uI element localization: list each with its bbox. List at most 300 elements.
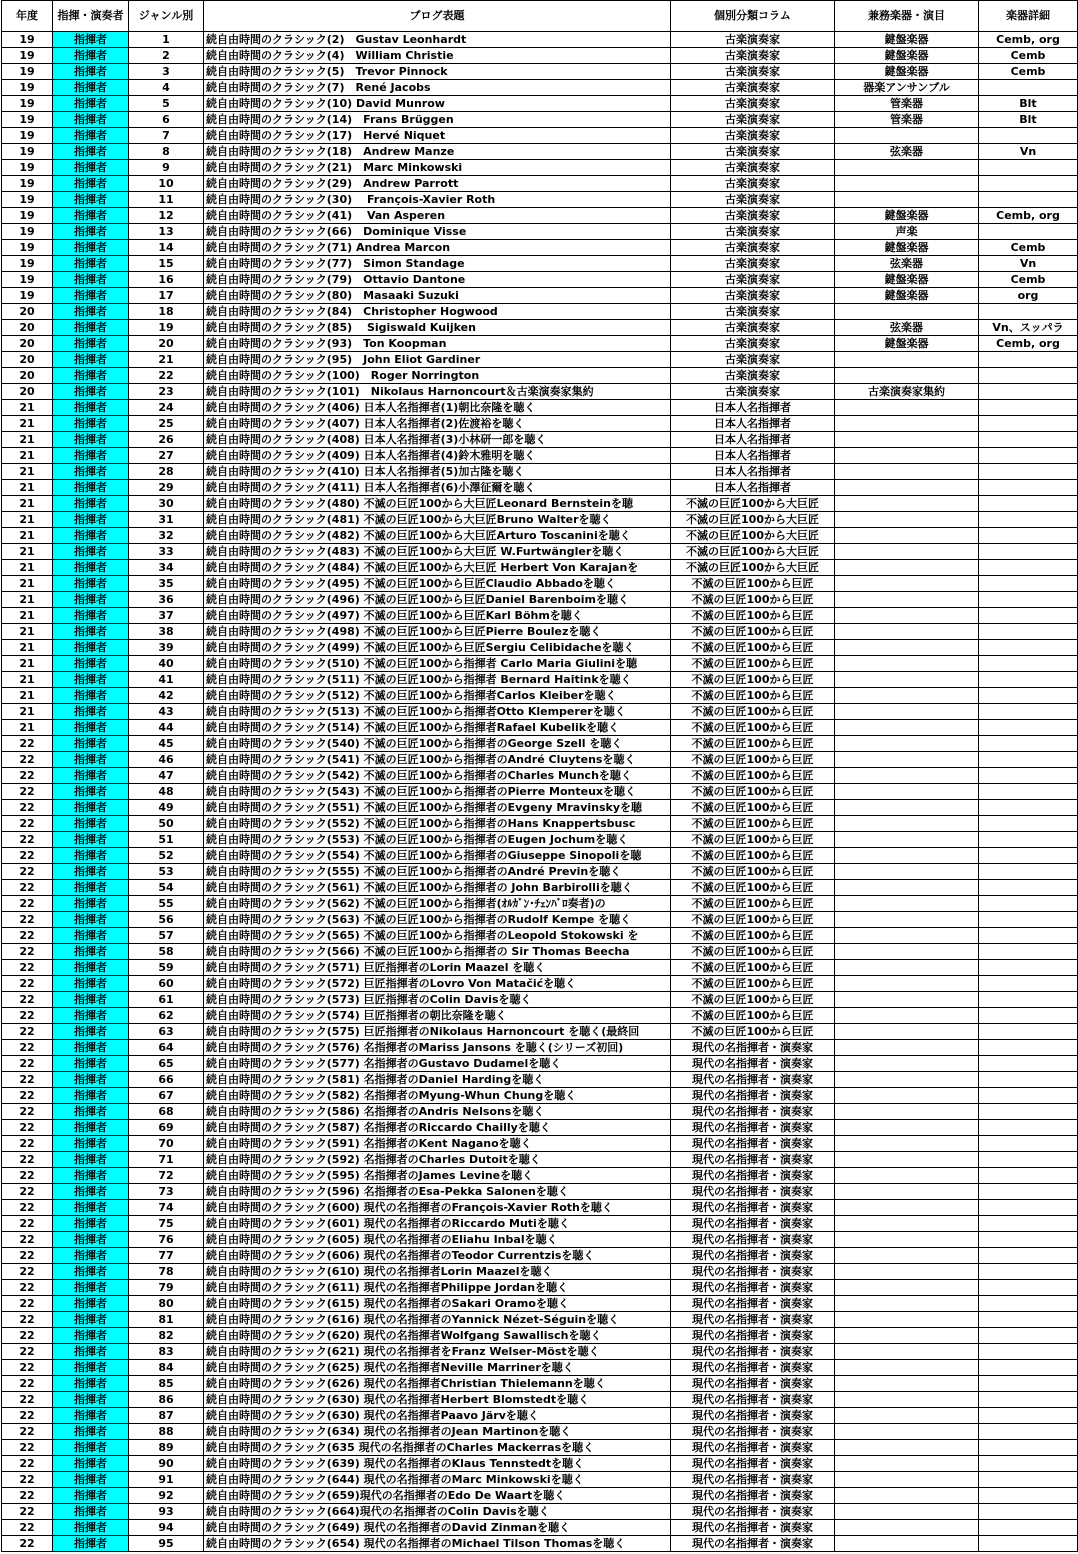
cell-instrument — [835, 1504, 979, 1520]
cell-instrument — [835, 1200, 979, 1216]
cell-year: 21 — [2, 640, 53, 656]
cell-year: 22 — [2, 992, 53, 1008]
cell-genre-no: 5 — [129, 96, 204, 112]
cell-year: 22 — [2, 800, 53, 816]
cell-category: 不滅の巨匠100から巨匠 — [671, 800, 835, 816]
table-row — [2, 1136, 1078, 1152]
cell-detail: Cemb, org — [979, 32, 1078, 48]
cell-role: 指揮者 — [53, 1424, 129, 1440]
cell-instrument — [835, 1376, 979, 1392]
cell-detail — [979, 1520, 1078, 1536]
cell-blog-title: 続自由時間のクラシック(10) David Munrow — [204, 96, 671, 112]
cell-role: 指揮者 — [53, 192, 129, 208]
cell-blog-title: 続自由時間のクラシック(571) 巨匠指揮者のLorin Maazel を聴く — [204, 960, 671, 976]
cell-blog-title: 続自由時間のクラシック(498) 不滅の巨匠100から巨匠Pierre Boulezを聴く — [204, 624, 671, 640]
cell-role: 指揮者 — [53, 448, 129, 464]
cell-category: 現代の名指揮者・演奏家 — [671, 1088, 835, 1104]
cell-blog-title: 続自由時間のクラシック(573) 巨匠指揮者のColin Davisを聴く — [204, 992, 671, 1008]
cell-category: 不滅の巨匠100から巨匠 — [671, 928, 835, 944]
cell-detail — [979, 672, 1078, 688]
table-row — [2, 768, 1078, 784]
cell-category: 現代の名指揮者・演奏家 — [671, 1184, 835, 1200]
cell-year: 22 — [2, 976, 53, 992]
cell-genre-no: 79 — [129, 1280, 204, 1296]
cell-year: 22 — [2, 832, 53, 848]
cell-detail — [979, 1264, 1078, 1280]
cell-instrument — [835, 352, 979, 368]
cell-instrument — [835, 816, 979, 832]
cell-category: 現代の名指揮者・演奏家 — [671, 1440, 835, 1456]
cell-instrument: 弦楽器 — [835, 256, 979, 272]
table-row — [2, 80, 1078, 96]
cell-year: 21 — [2, 704, 53, 720]
table-row — [2, 672, 1078, 688]
cell-year: 21 — [2, 688, 53, 704]
cell-genre-no: 84 — [129, 1360, 204, 1376]
cell-role: 指揮者 — [53, 1024, 129, 1040]
cell-genre-no: 26 — [129, 432, 204, 448]
cell-year: 22 — [2, 736, 53, 752]
cell-role: 指揮者 — [53, 1392, 129, 1408]
table-row — [2, 160, 1078, 176]
cell-role: 指揮者 — [53, 288, 129, 304]
cell-blog-title: 続自由時間のクラシック(574) 巨匠指揮者の朝比奈隆を聴く — [204, 1008, 671, 1024]
table-row — [2, 1344, 1078, 1360]
table-row — [2, 240, 1078, 256]
cell-year: 20 — [2, 336, 53, 352]
table-row — [2, 736, 1078, 752]
cell-genre-no: 62 — [129, 1008, 204, 1024]
cell-blog-title: 続自由時間のクラシック(66) Dominique Visse — [204, 224, 671, 240]
table-row — [2, 304, 1078, 320]
cell-category: 不滅の巨匠100から巨匠 — [671, 688, 835, 704]
cell-role: 指揮者 — [53, 384, 129, 400]
cell-role: 指揮者 — [53, 848, 129, 864]
cell-category: 現代の名指揮者・演奏家 — [671, 1168, 835, 1184]
cell-role: 指揮者 — [53, 640, 129, 656]
cell-category: 不滅の巨匠100から巨匠 — [671, 976, 835, 992]
cell-category: 不滅の巨匠100から巨匠 — [671, 864, 835, 880]
table-row — [2, 1008, 1078, 1024]
cell-instrument — [835, 1536, 979, 1552]
cell-year: 19 — [2, 224, 53, 240]
cell-genre-no: 54 — [129, 880, 204, 896]
table-row — [2, 832, 1078, 848]
cell-year: 19 — [2, 256, 53, 272]
cell-role: 指揮者 — [53, 160, 129, 176]
table-row — [2, 1056, 1078, 1072]
cell-category: 現代の名指揮者・演奏家 — [671, 1312, 835, 1328]
cell-detail: Vn — [979, 144, 1078, 160]
cell-category: 現代の名指揮者・演奏家 — [671, 1040, 835, 1056]
cell-instrument — [835, 768, 979, 784]
cell-role: 指揮者 — [53, 768, 129, 784]
cell-detail — [979, 704, 1078, 720]
cell-blog-title: 続自由時間のクラシック(562) 不滅の巨匠100から指揮者(ｵﾙｶﾞﾝ･ﾁｪﾝﾊﾞﾛ奏者)の — [204, 896, 671, 912]
cell-category: 不滅の巨匠100から巨匠 — [671, 848, 835, 864]
cell-genre-no: 83 — [129, 1344, 204, 1360]
table-row — [2, 448, 1078, 464]
table-row — [2, 624, 1078, 640]
cell-blog-title: 続自由時間のクラシック(409) 日本人名指揮者(4)鈴木雅明を聴く — [204, 448, 671, 464]
cell-blog-title: 続自由時間のクラシック(93) Ton Koopman — [204, 336, 671, 352]
cell-genre-no: 20 — [129, 336, 204, 352]
cell-blog-title: 続自由時間のクラシック(621) 現代の名指揮者をFranz Welser-Möstを聴く — [204, 1344, 671, 1360]
cell-genre-no: 70 — [129, 1136, 204, 1152]
cell-genre-no: 34 — [129, 560, 204, 576]
cell-role: 指揮者 — [53, 240, 129, 256]
cell-instrument — [835, 528, 979, 544]
cell-blog-title: 続自由時間のクラシック(600) 現代の名指揮者のFrançois-Xavier Rothを聴く — [204, 1200, 671, 1216]
cell-detail — [979, 768, 1078, 784]
cell-year: 22 — [2, 928, 53, 944]
cell-genre-no: 43 — [129, 704, 204, 720]
cell-genre-no: 50 — [129, 816, 204, 832]
cell-genre-no: 41 — [129, 672, 204, 688]
table-row — [2, 960, 1078, 976]
cell-blog-title: 続自由時間のクラシック(581) 名指揮者のDaniel Hardingを聴く — [204, 1072, 671, 1088]
cell-role: 指揮者 — [53, 416, 129, 432]
cell-blog-title: 続自由時間のクラシック(605) 現代の名指揮者のEliahu Inbalを聴く — [204, 1232, 671, 1248]
cell-blog-title: 続自由時間のクラシック(555) 不滅の巨匠100から指揮者のAndré Previnを聴く — [204, 864, 671, 880]
cell-detail — [979, 80, 1078, 96]
cell-blog-title: 続自由時間のクラシック(649) 現代の名指揮者のDavid Zinmanを聴く — [204, 1520, 671, 1536]
cell-genre-no: 80 — [129, 1296, 204, 1312]
table-row — [2, 576, 1078, 592]
cell-instrument — [835, 624, 979, 640]
cell-category: 古楽演奏家 — [671, 352, 835, 368]
cell-detail: Cemb — [979, 64, 1078, 80]
cell-blog-title: 続自由時間のクラシック(630) 現代の名指揮者Herbert Blomstedtを聴く — [204, 1392, 671, 1408]
cell-year: 21 — [2, 496, 53, 512]
cell-role: 指揮者 — [53, 1408, 129, 1424]
cell-role: 指揮者 — [53, 688, 129, 704]
cell-genre-no: 14 — [129, 240, 204, 256]
cell-genre-no: 57 — [129, 928, 204, 944]
table-row — [2, 1264, 1078, 1280]
cell-year: 22 — [2, 944, 53, 960]
cell-genre-no: 27 — [129, 448, 204, 464]
cell-instrument — [835, 160, 979, 176]
cell-instrument — [835, 304, 979, 320]
table-row — [2, 1408, 1078, 1424]
cell-blog-title: 続自由時間のクラシック(407) 日本人名指揮者(2)佐渡裕を聴く — [204, 416, 671, 432]
cell-category: 不滅の巨匠100から大巨匠 — [671, 528, 835, 544]
table-row — [2, 688, 1078, 704]
cell-instrument — [835, 1216, 979, 1232]
cell-role: 指揮者 — [53, 1488, 129, 1504]
cell-instrument — [835, 608, 979, 624]
table-row — [2, 864, 1078, 880]
cell-detail — [979, 576, 1078, 592]
table-row — [2, 464, 1078, 480]
cell-year: 19 — [2, 48, 53, 64]
cell-role: 指揮者 — [53, 592, 129, 608]
cell-detail — [979, 1200, 1078, 1216]
table-row — [2, 608, 1078, 624]
cell-year: 22 — [2, 816, 53, 832]
cell-category: 不滅の巨匠100から大巨匠 — [671, 512, 835, 528]
cell-detail — [979, 544, 1078, 560]
table-row — [2, 512, 1078, 528]
cell-blog-title: 続自由時間のクラシック(71) Andrea Marcon — [204, 240, 671, 256]
cell-blog-title: 続自由時間のクラシック(639) 現代の名指揮者のKlaus Tennstedtを聴く — [204, 1456, 671, 1472]
cell-instrument — [835, 560, 979, 576]
cell-detail — [979, 512, 1078, 528]
cell-instrument — [835, 1296, 979, 1312]
cell-instrument — [835, 1024, 979, 1040]
cell-instrument — [835, 704, 979, 720]
cell-detail — [979, 976, 1078, 992]
cell-detail — [979, 640, 1078, 656]
cell-genre-no: 16 — [129, 272, 204, 288]
cell-category: 現代の名指揮者・演奏家 — [671, 1296, 835, 1312]
cell-category: 日本人名指揮者 — [671, 448, 835, 464]
cell-year: 22 — [2, 848, 53, 864]
cell-role: 指揮者 — [53, 1216, 129, 1232]
cell-category: 不滅の巨匠100から大巨匠 — [671, 544, 835, 560]
cell-genre-no: 15 — [129, 256, 204, 272]
cell-category: 古楽演奏家 — [671, 32, 835, 48]
cell-detail — [979, 752, 1078, 768]
cell-category: 不滅の巨匠100から巨匠 — [671, 816, 835, 832]
cell-genre-no: 90 — [129, 1456, 204, 1472]
cell-category: 現代の名指揮者・演奏家 — [671, 1120, 835, 1136]
cell-genre-no: 38 — [129, 624, 204, 640]
table-row — [2, 208, 1078, 224]
cell-category: 不滅の巨匠100から巨匠 — [671, 576, 835, 592]
cell-genre-no: 49 — [129, 800, 204, 816]
cell-year: 22 — [2, 1104, 53, 1120]
cell-category: 不滅の巨匠100から巨匠 — [671, 912, 835, 928]
cell-blog-title: 続自由時間のクラシック(542) 不滅の巨匠100から指揮者のCharles Munchを聴く — [204, 768, 671, 784]
cell-role: 指揮者 — [53, 1440, 129, 1456]
cell-detail — [979, 1248, 1078, 1264]
cell-genre-no: 37 — [129, 608, 204, 624]
table-row — [2, 848, 1078, 864]
cell-role: 指揮者 — [53, 576, 129, 592]
cell-detail — [979, 1360, 1078, 1376]
cell-year: 21 — [2, 400, 53, 416]
cell-detail — [979, 592, 1078, 608]
cell-category: 不滅の巨匠100から巨匠 — [671, 784, 835, 800]
cell-instrument — [835, 992, 979, 1008]
cell-genre-no: 22 — [129, 368, 204, 384]
cell-instrument: 鍵盤楽器 — [835, 336, 979, 352]
cell-instrument — [835, 416, 979, 432]
cell-year: 20 — [2, 352, 53, 368]
table-row — [2, 1088, 1078, 1104]
table-row — [2, 1120, 1078, 1136]
cell-year: 22 — [2, 1088, 53, 1104]
cell-role: 指揮者 — [53, 928, 129, 944]
cell-instrument — [835, 1472, 979, 1488]
cell-instrument — [835, 1456, 979, 1472]
cell-role: 指揮者 — [53, 1040, 129, 1056]
table-row — [2, 1312, 1078, 1328]
cell-genre-no: 1 — [129, 32, 204, 48]
cell-instrument — [835, 1072, 979, 1088]
cell-blog-title: 続自由時間のクラシック(510) 不滅の巨匠100から指揮者 Carlo Maria Giuliniを聴 — [204, 656, 671, 672]
cell-detail: Cemb, org — [979, 336, 1078, 352]
cell-blog-title: 続自由時間のクラシック(591) 名指揮者のKent Naganoを聴く — [204, 1136, 671, 1152]
cell-detail — [979, 224, 1078, 240]
cell-year: 22 — [2, 1200, 53, 1216]
table-row — [2, 528, 1078, 544]
cell-detail — [979, 1456, 1078, 1472]
cell-role: 指揮者 — [53, 368, 129, 384]
table-row — [2, 976, 1078, 992]
cell-detail — [979, 688, 1078, 704]
cell-genre-no: 36 — [129, 592, 204, 608]
cell-instrument — [835, 1424, 979, 1440]
table-row — [2, 256, 1078, 272]
cell-category: 日本人名指揮者 — [671, 432, 835, 448]
cell-year: 22 — [2, 1536, 53, 1552]
cell-genre-no: 29 — [129, 480, 204, 496]
cell-blog-title: 続自由時間のクラシック(100) Roger Norrington — [204, 368, 671, 384]
cell-genre-no: 47 — [129, 768, 204, 784]
cell-role: 指揮者 — [53, 800, 129, 816]
cell-instrument — [835, 576, 979, 592]
cell-role: 指揮者 — [53, 1280, 129, 1296]
cell-category: 古楽演奏家 — [671, 64, 835, 80]
cell-category: 古楽演奏家 — [671, 272, 835, 288]
cell-category: 現代の名指揮者・演奏家 — [671, 1472, 835, 1488]
cell-instrument — [835, 592, 979, 608]
cell-category: 現代の名指揮者・演奏家 — [671, 1216, 835, 1232]
cell-instrument — [835, 1360, 979, 1376]
header-detail: 楽器詳細 — [979, 1, 1078, 32]
cell-category: 現代の名指揮者・演奏家 — [671, 1504, 835, 1520]
cell-detail — [979, 1472, 1078, 1488]
cell-blog-title: 続自由時間のクラシック(410) 日本人名指揮者(5)加古隆を聴く — [204, 464, 671, 480]
cell-detail — [979, 880, 1078, 896]
table-row — [2, 896, 1078, 912]
cell-role: 指揮者 — [53, 208, 129, 224]
cell-genre-no: 40 — [129, 656, 204, 672]
cell-role: 指揮者 — [53, 464, 129, 480]
header-role: 指揮・演奏者 — [53, 1, 129, 32]
cell-role: 指揮者 — [53, 352, 129, 368]
table-row — [2, 1456, 1078, 1472]
cell-genre-no: 53 — [129, 864, 204, 880]
cell-genre-no: 67 — [129, 1088, 204, 1104]
table-row — [2, 1200, 1078, 1216]
table-row — [2, 1536, 1078, 1552]
cell-year: 22 — [2, 1408, 53, 1424]
cell-role: 指揮者 — [53, 272, 129, 288]
cell-role: 指揮者 — [53, 1360, 129, 1376]
cell-blog-title: 続自由時間のクラシック(2) Gustav Leonhardt — [204, 32, 671, 48]
cell-role: 指揮者 — [53, 320, 129, 336]
cell-instrument — [835, 784, 979, 800]
table-row — [2, 1328, 1078, 1344]
cell-detail — [979, 1072, 1078, 1088]
cell-blog-title: 続自由時間のクラシック(551) 不滅の巨匠100から指揮者のEvgeny Mravinskyを聴 — [204, 800, 671, 816]
cell-role: 指揮者 — [53, 1376, 129, 1392]
cell-instrument — [835, 1248, 979, 1264]
cell-role: 指揮者 — [53, 992, 129, 1008]
cell-blog-title: 続自由時間のクラシック(554) 不滅の巨匠100から指揮者のGiuseppe Sinopoliを聴 — [204, 848, 671, 864]
cell-genre-no: 39 — [129, 640, 204, 656]
cell-category: 不滅の巨匠100から巨匠 — [671, 880, 835, 896]
cell-blog-title: 続自由時間のクラシック(101) Nikolaus Harnoncourt＆古楽演奏家集約 — [204, 384, 671, 400]
cell-instrument — [835, 368, 979, 384]
cell-genre-no: 28 — [129, 464, 204, 480]
cell-genre-no: 88 — [129, 1424, 204, 1440]
cell-genre-no: 25 — [129, 416, 204, 432]
cell-role: 指揮者 — [53, 816, 129, 832]
cell-blog-title: 続自由時間のクラシック(626) 現代の名指揮者Christian Thielemannを聴く — [204, 1376, 671, 1392]
cell-category: 古楽演奏家 — [671, 320, 835, 336]
cell-role: 指揮者 — [53, 1328, 129, 1344]
cell-detail — [979, 1408, 1078, 1424]
cell-detail — [979, 176, 1078, 192]
table-row — [2, 384, 1078, 400]
cell-category: 古楽演奏家 — [671, 96, 835, 112]
cell-instrument — [835, 672, 979, 688]
cell-detail — [979, 624, 1078, 640]
cell-year: 22 — [2, 1424, 53, 1440]
cell-genre-no: 63 — [129, 1024, 204, 1040]
cell-genre-no: 60 — [129, 976, 204, 992]
cell-detail — [979, 1312, 1078, 1328]
header-genre-no: ジャンル別 — [129, 1, 204, 32]
cell-instrument — [835, 1088, 979, 1104]
cell-detail — [979, 1104, 1078, 1120]
cell-instrument — [835, 1440, 979, 1456]
table-row — [2, 752, 1078, 768]
cell-role: 指揮者 — [53, 1344, 129, 1360]
cell-category: 現代の名指揮者・演奏家 — [671, 1408, 835, 1424]
table-row — [2, 176, 1078, 192]
cell-instrument — [835, 448, 979, 464]
cell-instrument — [835, 464, 979, 480]
cell-role: 指揮者 — [53, 944, 129, 960]
table-row — [2, 1280, 1078, 1296]
cell-detail — [979, 1296, 1078, 1312]
cell-role: 指揮者 — [53, 1184, 129, 1200]
cell-blog-title: 続自由時間のクラシック(561) 不滅の巨匠100から指揮者の John Barbirolliを聴く — [204, 880, 671, 896]
cell-detail — [979, 1344, 1078, 1360]
cell-category: 現代の名指揮者・演奏家 — [671, 1248, 835, 1264]
cell-blog-title: 続自由時間のクラシック(610) 現代の名指揮者Lorin Maazelを聴く — [204, 1264, 671, 1280]
header-blog-title: ブログ表題 — [204, 1, 671, 32]
cell-role: 指揮者 — [53, 1248, 129, 1264]
cell-year: 19 — [2, 176, 53, 192]
cell-instrument — [835, 1184, 979, 1200]
cell-category: 古楽演奏家 — [671, 224, 835, 240]
cell-year: 22 — [2, 912, 53, 928]
cell-year: 22 — [2, 1248, 53, 1264]
cell-genre-no: 66 — [129, 1072, 204, 1088]
cell-year: 22 — [2, 1072, 53, 1088]
cell-year: 21 — [2, 592, 53, 608]
cell-instrument: 管楽器 — [835, 112, 979, 128]
cell-blog-title: 続自由時間のクラシック(566) 不滅の巨匠100から指揮者の Sir Thomas Beecha — [204, 944, 671, 960]
cell-blog-title: 続自由時間のクラシック(481) 不滅の巨匠100から大巨匠Bruno Walterを聴く — [204, 512, 671, 528]
cell-genre-no: 94 — [129, 1520, 204, 1536]
cell-category: 不滅の巨匠100から巨匠 — [671, 592, 835, 608]
cell-blog-title: 続自由時間のクラシック(512) 不滅の巨匠100から指揮者Carlos Kleiberを聴く — [204, 688, 671, 704]
cell-role: 指揮者 — [53, 1536, 129, 1552]
cell-genre-no: 18 — [129, 304, 204, 320]
cell-role: 指揮者 — [53, 672, 129, 688]
table-row — [2, 128, 1078, 144]
blog-index-table — [1, 0, 1078, 1552]
cell-year: 19 — [2, 64, 53, 80]
